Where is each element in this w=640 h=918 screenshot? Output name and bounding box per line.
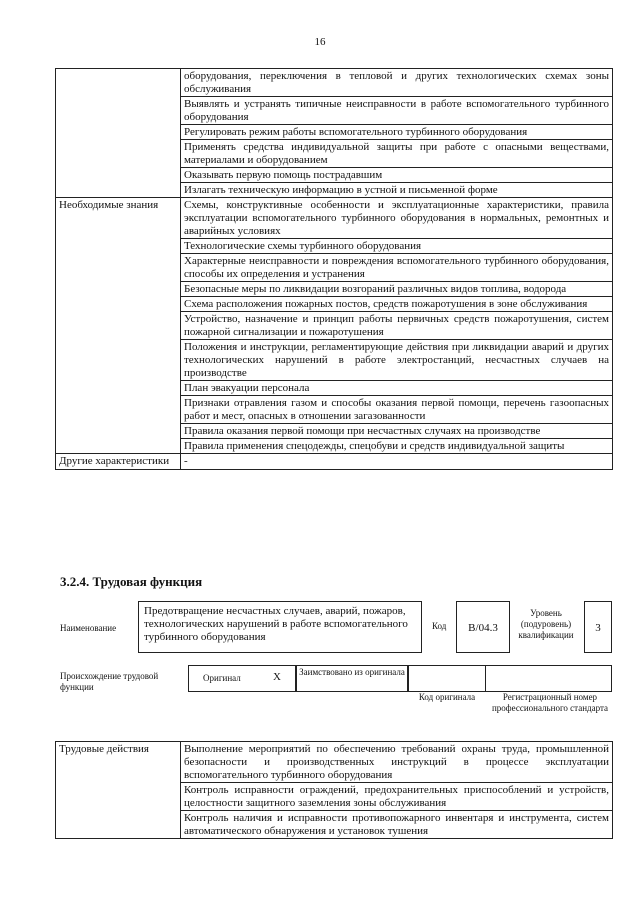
level-box [584, 601, 612, 653]
level-value: 3 [595, 622, 601, 634]
table-cell: Оказывать первую помощь пострадавшим [181, 168, 613, 183]
table-row [56, 454, 613, 470]
table-cell: Технологические схемы турбинного оборудования [181, 239, 613, 254]
table-cell: Правила оказания первой помощи при несчастных случаях на производстве [181, 424, 613, 439]
row-group-label: Необходимые знания [56, 198, 181, 454]
table-cell: Признаки отравления газом и способы оказания первой помощи, перечень газоопасных работ и мест, опасных в отношении загазованности [181, 396, 613, 424]
labor-actions-table [55, 741, 613, 839]
table-cell: Безопасные меры по ликвидации возгораний различных видов топлива, водорода [181, 282, 613, 297]
table-cell: Выполнение мероприятий по обеспечению требований охраны труда, промышленной безопасности и производственных инструкций в процессе эксплуатации вспомогательного турбинного оборудования [181, 742, 613, 783]
table-cell: Схемы, конструктивные особенности и эксплуатационные характеристики, правила эксплуатации вспомогательного турбинного оборудования в нормальных, ремонтных и аварийных условиях [181, 198, 613, 239]
table-cell: Применять средства индивидуальной защиты при работе с опасными веществами, материалами и оборудованием [181, 140, 613, 168]
original-mark: X [273, 671, 281, 683]
table-row [56, 198, 613, 239]
code-value: B/04.3 [468, 622, 498, 634]
table-cell: Выявлять и устранять типичные неисправности в работе вспомогательного турбинного оборудования [181, 97, 613, 125]
reg-caption: Регистрационный номер профессионального стандарта [491, 692, 609, 713]
original-code-cell [408, 665, 486, 692]
original-label: Оригинал [203, 673, 241, 683]
table-cell: - [181, 454, 613, 470]
function-name-value: Предотвращение несчастных случаев, аварий, пожаров, технологических нарушений в работе вспомогательного турбинного оборудования [144, 605, 408, 643]
section-heading: 3.2.4. Трудовая функция [60, 574, 203, 589]
row-group-label: Трудовые действия [56, 742, 181, 839]
table-cell: Излагать техническую информацию в устной и письменной форме [181, 183, 613, 198]
table-row [56, 742, 613, 783]
function-name-box [138, 601, 422, 653]
borrowed-label: Заимствовано из оригинала [299, 667, 405, 677]
name-label: Наименование [60, 623, 117, 633]
table-cell: Положения и инструкции, регламентирующие действия при ликвидации аварий и других технологических нарушений в работе электростанций, несчастных случаев на производстве [181, 340, 613, 381]
code-label: Код [432, 621, 447, 631]
page-number: 16 [314, 36, 326, 48]
table-cell: оборудования, переключения в тепловой и других технологических схемах зоны обслуживания [181, 69, 613, 97]
table-cell: Контроль исправности ограждений, предохранительных приспособлений и устройств, целостности защитного заземления зоны обслуживания [181, 783, 613, 811]
table-row [56, 69, 613, 97]
code-caption: Код оригинала [418, 692, 476, 702]
table-cell: Устройство, назначение и принцип работы первичных средств пожаротушения, систем пожарной сигнализации и пожаротушения [181, 312, 613, 340]
table-cell: Контроль наличия и исправности противопожарного инвентаря и инструмента, систем автоматического обнаружения и установок тушения [181, 811, 613, 839]
row-group-label: Другие характеристики [56, 454, 181, 470]
table-cell: Схема расположения пожарных постов, средств пожаротушения в зоне обслуживания [181, 297, 613, 312]
table-cell: Характерные неисправности и повреждения вспомогательного турбинного оборудования, способы их определения и устранения [181, 254, 613, 282]
row-group-label [56, 69, 181, 198]
code-box [456, 601, 510, 653]
table-cell: Правила применения спецодежды, спецобуви и средств индивидуальной защиты [181, 439, 613, 454]
origin-label: Происхождение трудовой функции [60, 671, 159, 692]
level-label: Уровень (подуровень) квалификации [518, 608, 574, 640]
table-cell: Регулировать режим работы вспомогательного турбинного оборудования [181, 125, 613, 140]
table-cell: План эвакуации персонала [181, 381, 613, 396]
requirements-table [55, 68, 613, 470]
